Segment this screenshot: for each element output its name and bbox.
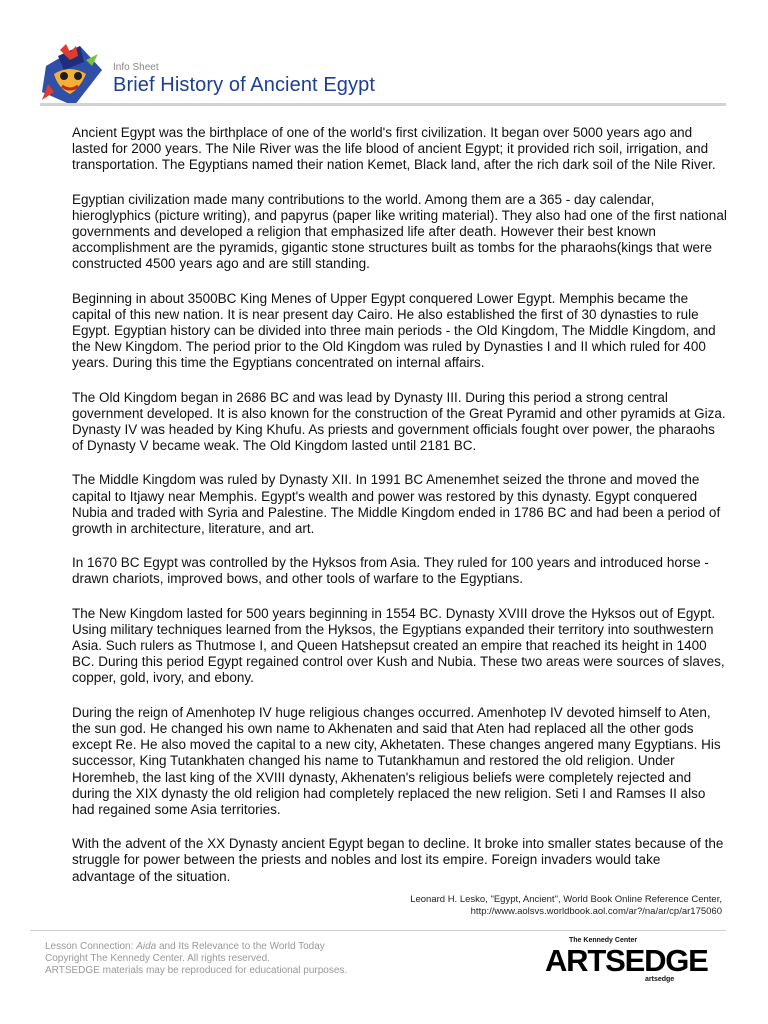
- citation-url: http://www.aolsvs.worldbook.aol.com/ar?/na/ar/cp/ar175060: [470, 906, 722, 917]
- paragraph: In 1670 BC Egypt was controlled by the Hyksos from Asia. They ruled for 100 years and introduced horse - drawn chariots, improved bows, and other tools of warfare to the Egyptians.: [72, 555, 709, 587]
- page-title: Brief History of Ancient Egypt: [113, 74, 376, 96]
- lesson-connection: [45, 941, 347, 953]
- kennedy-center-mask-icon: [40, 44, 106, 110]
- brand-artsedge: ARTSEDGE: [545, 943, 708, 978]
- permission-line: ARTSEDGE materials may be reproduced for educational purposes.: [45, 965, 348, 977]
- paragraph: The Old Kingdom began in 2686 BC and was lead by Dynasty III. During this period a strong central government developed. It is also known for the construction of the Great Pyramid and other pyramids at Giza. Dynasty IV was headed by King Khufu. As priests and government officials fought over power, the pharaohs of Dynasty V became weak. The Old Kingdom lasted until 2181 BC.: [72, 389, 726, 454]
- paragraph: Beginning in about 3500BC King Menes of Upper Egypt conquered Lower Egypt. Memphis became the capital of this new nation. It is near present day Cairo. He also established the first of 30 dynasties to rule Egypt. Egyptian history can be divided into three main periods - the Old Kingdom, The Middle Kingdom, and the New Kingdom. The period prior to the Old Kingdom was ruled by Dynasties I and II which ruled for 400 years. During this time the Egyptians concentrated on internal affairs.: [72, 290, 716, 371]
- paragraph: The Middle Kingdom was ruled by Dynasty XII. In 1991 BC Amenemhet seized the throne and moved the capital to Itjawy near Memphis. Egypt's wealth and power was restored by this dynasty. Egypt conquered Nubia and traded with Syria and Palestine. The Middle Kingdom ended in 1786 BC and had been a period of growth in architecture, literature, and art.: [72, 472, 721, 537]
- brand-kennedy-center: The Kennedy Center: [569, 937, 638, 944]
- paragraph: Egyptian civilization made many contributions to the world. Among them are a 365 - day calendar, hieroglyphics (picture writing), and papyrus (paper like writing material). They also had one of the first national governments and developed a religion that emphasized life after death. However their best known accomplishment are the pyramids, gigantic stone structures built as tombs for the pharaohs(kings that were constructed 4500 years ago and are still standing.: [72, 191, 727, 272]
- citation: [410, 894, 722, 918]
- sheet-label: Info Sheet: [113, 62, 159, 73]
- article-body: [72, 125, 727, 903]
- paragraph: With the advent of the XX Dynasty ancient Egypt began to decline. It broke into smaller states because of the struggle for power between the priests and nobles and lost its empire. Foreign invaders would take advantage of the situation.: [72, 836, 724, 884]
- lesson-prefix: Lesson Connection:: [45, 941, 137, 952]
- footer-divider: [30, 930, 726, 931]
- header-divider: [40, 103, 726, 106]
- footer-text: [45, 941, 347, 978]
- paragraph: During the reign of Amenhotep IV huge religious changes occurred. Amenhotep IV devoted himself to Aten, the sun god. He changed his own name to Akhenaten and said that Aten had replaced all the other gods except Re. He also moved the capital to a new city, Akhetaten. These changes angered many Egyptians. His successor, King Tutankhaten changed his name to Tutankhamun and restored the old religion. Under Horemheb, the last king of the XVIII dynasty, Akhenaten's religious beliefs were completely rejected and during the XIX dynasty the old religion had completely replaced the new religion. Seti I and Ramses II also had regained some Asia territories.: [72, 704, 721, 817]
- lesson-suffix: and Its Relevance to the World Today: [156, 941, 325, 952]
- copyright-line: Copyright The Kennedy Center. All rights reserved.: [45, 953, 270, 965]
- paragraph: The New Kingdom lasted for 500 years beginning in 1554 BC. Dynasty XVIII drove the Hyksos out of Egypt. Using military techniques learned from the Hyksos, the Egyptians expanded their territory into southwestern Asia. Such rulers as Thutmose I, and Queen Hatshepsut created an empire that reached its height in 1400 BC. During this period Egypt regained control over Kush and Nubia. These two areas were sources of slaves, copper, gold, ivory, and ebony.: [72, 605, 725, 686]
- paragraph: Ancient Egypt was the birthplace of one of the world's first civilization. It began over 5000 years ago and lasted for 2000 years. The Nile River was the life blood of ancient Egypt; it provided rich soil, irrigation, and transportation. The Egyptians named their nation Kemet, Black land, after the rich dark soil of the Nile River.: [72, 125, 716, 173]
- lesson-title: Aida: [136, 941, 157, 952]
- artsedge-logo: [545, 937, 708, 987]
- brand-sub: artsedge: [645, 976, 675, 983]
- citation-source: Leonard H. Lesko, "Egypt, Ancient", World Book Online Reference Center,: [410, 894, 722, 905]
